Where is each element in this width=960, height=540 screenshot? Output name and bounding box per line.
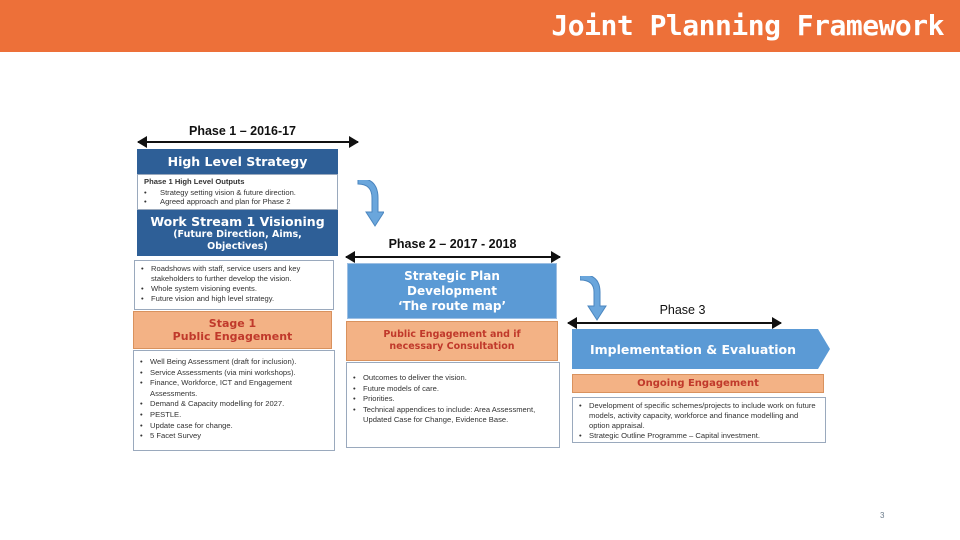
phase1-outputs-box [137,174,338,210]
workstream-subtitle-1: (Future Direction, Aims, [173,229,302,240]
stage1-title: Stage 1 [208,317,257,330]
phase1-outputs-title: Phase 1 High Level Outputs [144,177,245,186]
workstream-title: Work Stream 1 Visioning [150,214,325,229]
phase2-span-arrow [346,256,560,258]
phase2-items-box [346,362,560,448]
list-item: • 5 Facet Survey [140,431,329,442]
list-item: • Future models of care. [353,384,554,395]
list-item: • Development of specific schemes/projects to include work on future models, activity capacity, workforce and finance modelling and option appraisal. [579,401,820,431]
page-number: 3 [880,511,885,520]
list-item: • PESTLE. [140,410,329,421]
implementation-evaluation-title: Implementation & Evaluation [589,341,797,357]
list-item: • Well Being Assessment (draft for inclusion). [140,357,329,368]
list-item: • Priorities. [353,394,554,405]
ongoing-engagement-box [572,374,824,393]
curved-arrow-icon [356,180,384,228]
high-level-strategy-box [137,149,338,174]
workstream-items-box [134,260,334,310]
phase3-label: Phase 3 [659,303,706,317]
list-item: • Finance, Workforce, ICT and Engagement Assessments. [140,378,329,399]
list-item: • Future vision and high level strategy. [141,294,328,304]
strategic-plan-title: Strategic Plan [404,269,500,283]
route-map-label: ‘The route map’ [397,299,507,313]
list-item: • Strategic Outline Programme – Capital investment. [579,431,820,441]
strategic-plan-subtitle: Development [407,284,497,298]
phase1-label: Phase 1 – 2016-17 [188,124,297,138]
curved-arrow-icon [580,276,608,322]
implementation-evaluation-box [572,329,830,369]
strategic-plan-box [347,263,557,319]
list-item: • Roadshows with staff, service users and key stakeholders to further develop the vision. [141,264,328,284]
phase1-span-arrow [138,141,358,143]
header-bar [0,0,960,52]
workstream-visioning-box [137,210,338,256]
phase3-items-box [572,397,826,443]
list-item: • Technical appendices to include: Area Assessment, Updated Case for Change, Evidence Base. [353,405,554,426]
list-item: • Whole system visioning events. [141,284,328,294]
page-title: Joint Planning Framework [551,9,944,42]
list-item: • Agreed approach and plan for Phase 2 [144,197,332,207]
phase2-engagement-title: Public Engagement and if [383,329,521,340]
ongoing-engagement-title: Ongoing Engagement [637,378,759,389]
stage1-engagement-box [133,311,332,349]
stage1-items-box [133,350,335,451]
phase2-engagement-box [346,321,558,361]
phase3-span-arrow [568,322,781,324]
stage1-subtitle: Public Engagement [172,330,293,343]
list-item: • Service Assessments (via mini workshops). [140,368,329,379]
high-level-strategy-title: High Level Strategy [167,154,308,169]
list-item: • Update case for change. [140,421,329,432]
phase2-engagement-subtitle: necessary Consultation [389,341,515,352]
list-item: • Outcomes to deliver the vision. [353,373,554,384]
list-item: • Strategy setting vision & future direction. [144,188,332,198]
list-item: • Demand & Capacity modelling for 2027. [140,399,329,410]
phase2-label: Phase 2 – 2017 - 2018 [388,237,517,251]
workstream-subtitle-2: Objectives) [207,241,268,252]
